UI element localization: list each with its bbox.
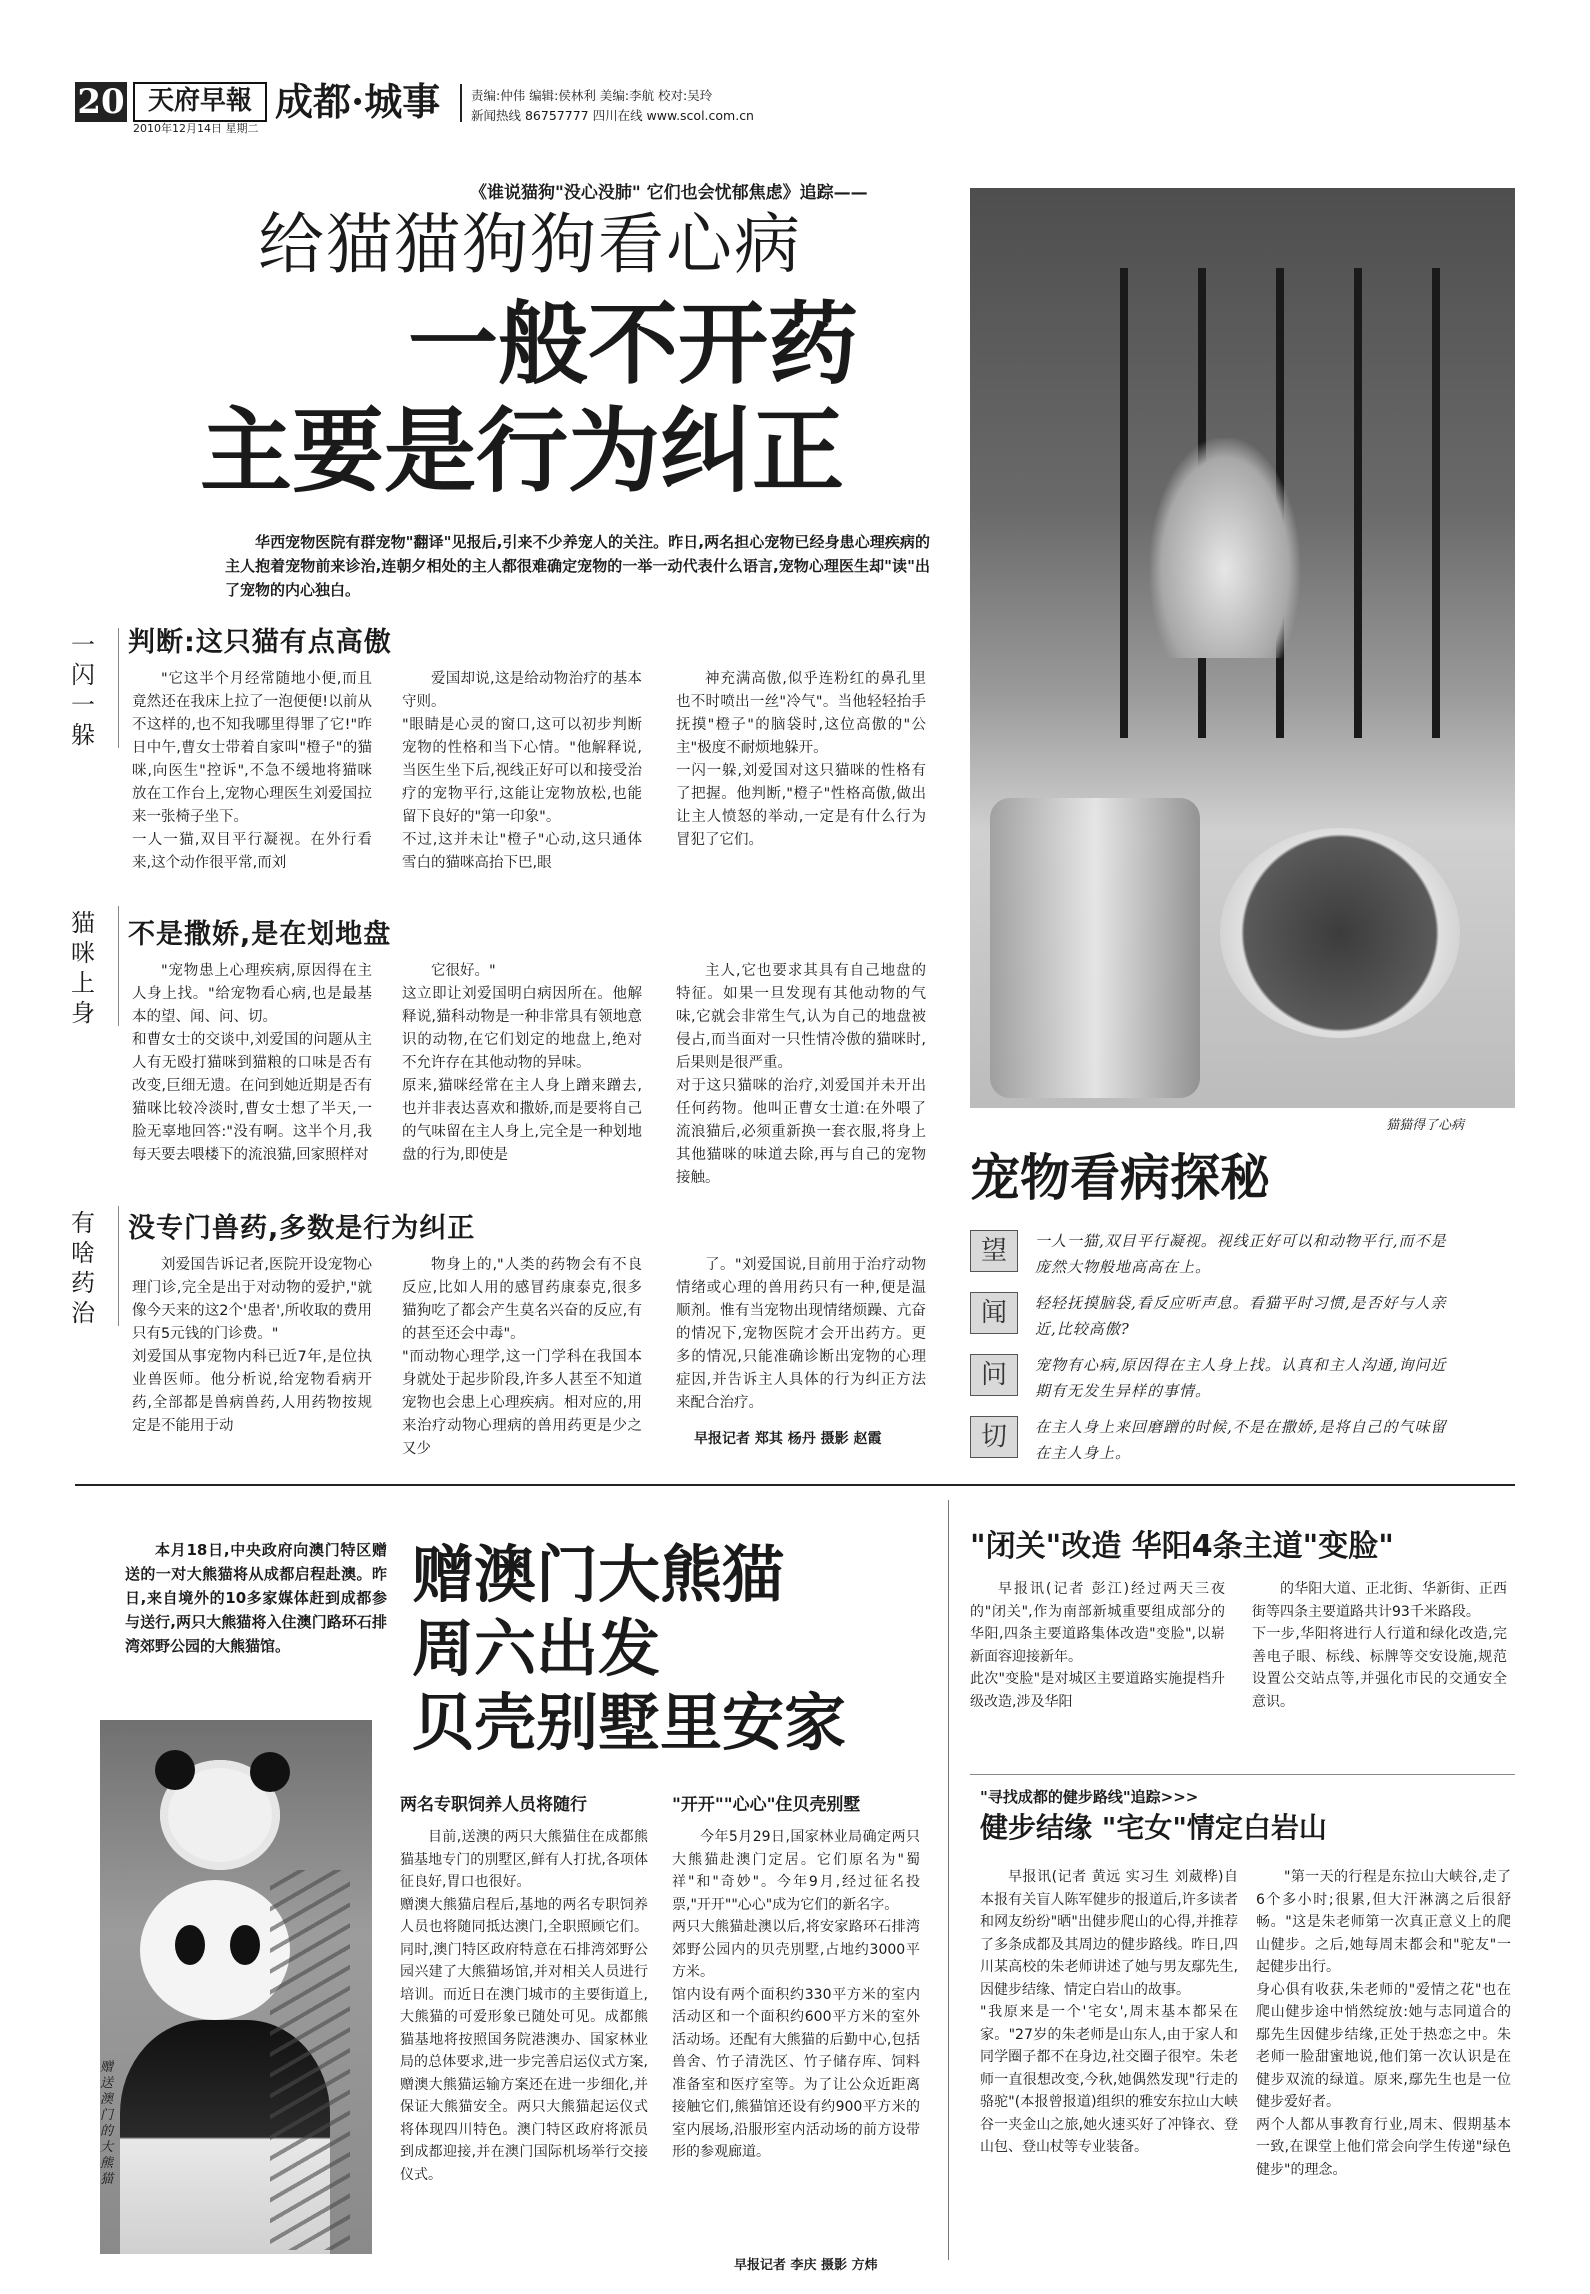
section-1-side-rule xyxy=(118,628,119,748)
panda-sub2-title: "开开""心心"住贝壳别墅 xyxy=(672,1795,861,1815)
section-1-col-3: 神充满高傲,似乎连粉红的鼻孔里也不时喷出一丝"冷气"。当他轻轻抬手抚摸"橙子"的脑袋时,这位高傲的"公主"极度不耐烦地躲开。 一闪一躲,刘爱国对这只猫咪的性格有了把握。他判断,"橙子"性格高傲,做出让主人愤怒的举动,一定是有什么行为冒犯了它们。 xyxy=(676,671,926,848)
feature-lead: 华西宠物医院有群宠物"翻译"见报后,引来不少养宠人的关注。昨日,两名担心宠物已经身患心理疾病的主人抱着宠物前来诊治,连朝夕相处的主人都很难确定宠物的一举一动代表什么语言,宠物心理医生却"读"出了宠物的内心独白。 xyxy=(225,533,930,599)
sidebar-title: 宠物看病探秘 xyxy=(970,1148,1270,1207)
sidebar-text-4: 在主人身上来回磨蹭的时候,不是在撒娇,是将自己的气味留在主人身上。 xyxy=(1035,1418,1447,1462)
road-headline: "闭关"改造 华阳4条主道"变脸" xyxy=(970,1529,1394,1564)
hiking-headline: 健步结缘 "宅女"情定白岩山 xyxy=(980,1811,1327,1844)
road-hiking-divider xyxy=(970,1774,1515,1775)
sidebar-box-1: 望 xyxy=(970,1230,1018,1272)
sidebar-box-4: 切 xyxy=(970,1416,1018,1458)
cat-photo xyxy=(970,188,1515,1108)
editor-credits: 责编:仲伟 编辑:侯林利 美编:李航 校对:吴玲 xyxy=(471,88,713,103)
newspaper-logo xyxy=(133,82,267,122)
section-3-title: 没专门兽药,多数是行为纠正 xyxy=(128,1213,476,1244)
cat-photo-caption: 猫猫得了心病 xyxy=(1386,1118,1465,1133)
feature-kicker: 《谁说猫狗"没心没肺" 它们也会忧郁焦虑》追踪—— xyxy=(470,183,868,203)
panda-sub2-text: 今年5月29日,国家林业局确定两只大熊猫赴澳门定居。它们原名为"蜀祥"和"奇妙"。今年9月,经过征名投票,"开开""心心"成为它们的新名字。 两只大熊猫赴澳以后,将安家路环石排湾郊野公园内的贝壳別墅,占地约3000平方米。 馆内设有两个面积约330平方米的室内活动区和一个面积约600平方米的室外活动场。还配有大熊猫的后勤中心,包括兽舍、竹子清洗区、竹子储存库、饲料准备室和医疗室等。为了让公众近距离接触它们,熊猫馆还设有约900平方米的室内展场,沿服形室内活动场的前方设带形的参观廊道。 xyxy=(672,1829,920,2160)
panda-eye-2 xyxy=(230,1925,260,1965)
section-2-title: 不是撒娇,是在划地盘 xyxy=(128,919,392,950)
section-2-col-1: "宠物患上心理疾病,原因得在主人身上找。"给宠物看心病,也是最基本的望、闻、问、切。 和曹女士的交谈中,刘爱国的问题从主人有无殴打猫咪到猫粮的口味是否有改变,巨细无遗。在问到她近期是否有猫咪比较冷淡时,曹女士想了半天,一脸无辜地回答:"没有啊。这半个月,我每天要去喂楼下的流浪猫,回家照样对 xyxy=(132,963,372,1163)
sidebar-text-3: 宠物有心病,原因得在主人身上找。认真和主人沟通,询问近期有无发生异样的事情。 xyxy=(1035,1356,1447,1400)
panda-sub1-text: 目前,送澳的两只大熊猫住在成都熊猫基地专门的別墅区,鲜有人打扰,各项体征良好,胃口也很好。 赠澳大熊猫启程后,基地的两名专职饲养人员也将随同抵达澳门,全职照顾它们。同时,澳门特区政府特意在石排湾郊野公园兴建了大熊猫场馆,并对相关人员进行培训。而近日在澳门城市的主要街道上,大熊猫的可爱形象已随处可见。成都熊猫基地将按照国务院港澳办、国家林业局的总体要求,进一步完善启运仪式方案,赠澳大熊猫运输方案还在进一步细化,并保证大熊猫安全。两只大熊猫起运仪式将体现四川特色。澳门特区政府将派员到成都迎接,并在澳门国际机场举行交接仪式。 xyxy=(400,1829,648,2183)
section-3-col-1: 刘爱国告诉记者,医院开设宠物心理门诊,完全是出于对动物的爱护,"就像今天来的这2个'患者',所收取的费用只有5元钱的门诊费。" 刘爱国从事宠物内科已近7年,是位执业兽医师。他分析说,给宠物看病开药,全部都是兽病兽药,人用药物按规定是不能用于动 xyxy=(132,1257,372,1434)
section-1-title: 判断:这只猫有点高傲 xyxy=(128,627,392,658)
section-title: 成都·城事 xyxy=(275,79,441,124)
food-bowl xyxy=(1220,828,1460,1038)
road-col-2: 的华阳大道、正北街、华新街、正西街等四条主要道路共计93千米路段。 下一步,华阳将进行人行道和绿化改造,完善电子眼、标线、标牌等交安设施,规范设置公交站点等,并强化市民的交通安全意识。 xyxy=(1252,1581,1507,1710)
sidebar-box-3: 问 xyxy=(970,1354,1018,1396)
section-3-col-2: 物身上的,"人类的药物会有不良反应,比如人用的感冒药康泰克,很多猫狗吃了都会产生莫名兴奋的反应,有的甚至还会中毒"。 "而动物心理学,这一门学科在我国本身就处于起步阶段,许多人甚至不知道宠物也会患上心理疾病。相对应的,用来治疗动物心理病的兽用药更是少之又少 xyxy=(402,1257,642,1457)
glass-jar xyxy=(990,798,1200,1098)
panda-intro: 本月18日,中央政府向澳门特区赠送的一对大熊猫将从成都启程赴澳。昨日,来自境外的10多家媒体赶到成都参与送行,两只大熊猫将入住澳门路环石排湾郊野公园的大熊猫馆。 xyxy=(125,1541,387,1655)
feature-headline-2: 一般不开药 xyxy=(408,292,858,397)
panda-ear-1 xyxy=(155,1750,195,1790)
panda-photo-caption: 赠送澳门的大熊猫 xyxy=(100,2060,114,2187)
news-hotline: 新闻热线 86757777 四川在线 www.scol.com.cn xyxy=(471,108,754,123)
bamboo xyxy=(270,1870,350,2250)
panda-head-2 xyxy=(140,1880,290,2020)
section-2-side-rule xyxy=(118,906,119,1026)
sidebar-text-1: 一人一猫,双目平行凝视。视线正好可以和动物平行,而不是庞然大物般地高高在上。 xyxy=(1035,1232,1447,1276)
panda-byline: 早报记者 李庆 摄影 方炜 xyxy=(734,2258,878,2273)
feature-headline-1: 给猫猫狗狗看心病 xyxy=(258,206,802,283)
section-2-side-label: 猫咪上身 xyxy=(71,909,95,1027)
panda-sub1-title: 两名专职饲养人员将随行 xyxy=(400,1795,587,1815)
newspaper-name: 天府早報 xyxy=(147,86,252,116)
hiking-col-2: "第一天的行程是东拉山大峡谷,走了6个多小时;很累,但大汗淋漓之后很舒畅。"这是朱老师第一次真正意义上的爬山健步。之后,她每周末都会和"驼友"一起健步出行。 身心俱有收获,朱老师的"爱情之花"也在爬山健步途中悄然绽放:她与志同道合的鄢先生因健步结缘,正处于热恋之中。朱老师一脸甜蜜地说,他们第一次认识是在健步双流的绿道。原来,鄢先生也是一位健步爱好者。 两个人都从事教育行业,周末、假期基本一致,在课堂上他们常会向学生传递"绿色健步"的理念。 xyxy=(1256,1869,1511,2178)
section-2-col-3: 主人,它也要求其具有自己地盘的特征。如果一旦发现有其他动物的气味,它就会非常生气,认为自己的地盘被侵占,而当面对一只性情冷傲的猫咪时,后果则是很严重。 对于这只猫咪的治疗,刘爱国并未开出任何药物。他叫正曹女士道:在外喂了流浪猫后,必须重新换一套衣服,将身上其他猫咪的味道去除,再与自己的宠物接触。 xyxy=(676,963,926,1186)
section-divider xyxy=(75,1484,1515,1486)
feature-headline-3: 主要是行为纠正 xyxy=(200,398,845,505)
panda-photo xyxy=(100,1720,372,2254)
sidebar-text-2: 轻轻抚摸脑袋,看反应听声息。看猫平时习惯,是否好与人亲近,比较高傲? xyxy=(1035,1294,1447,1338)
section-1-col-1: "它这半个月经常随地小便,而且竟然还在我床上拉了一泡便便!以前从不这样的,也不知我哪里得罪了它!"昨日中午,曹女士带着自家叫"橙子"的猫咪,向医生"控诉",不急不缓地将猫咪放在工作台上,宠物心理医生刘爱国拉来一张椅子坐下。 一人一猫,双目平行凝视。在外行看来,这个动作很平常,而刘 xyxy=(132,671,372,871)
hiking-kicker: "寻找成都的健步路线"追踪>>> xyxy=(980,1788,1199,1806)
section-3-side-rule xyxy=(118,1206,119,1326)
section-3-side-label: 有啥药治 xyxy=(71,1209,95,1327)
panda-headline-1: 赠澳门大熊猫 xyxy=(412,1538,785,1611)
section-3-col-3: 了。"刘爱国说,目前用于治疗动物情绪或心理的兽用药只有一种,便是温顺剂。惟有当宠物出现情绪烦躁、亢奋的情况下,宠物医院才会开出药方。更多的情况,只能准确诊断出宠物的心理症因,并告诉主人具体的行为纠正方法来配合治疗。 xyxy=(676,1257,926,1411)
panda-eye-1 xyxy=(175,1925,205,1965)
panda-headline-3: 贝壳别墅里安家 xyxy=(412,1686,847,1759)
road-col-1: 早报讯(记者 彭江)经过两天三夜的"闭关",作为南部新城重要组成部分的华阳,四条主要道路集体改造"变脸",以崭新面容迎接新年。 此次"变脸"是对城区主要道路实施提档升级改造,涉及华阳 xyxy=(970,1581,1225,1710)
cat-figure xyxy=(1150,438,1300,658)
section-1-side-label: 一闪一躲 xyxy=(71,631,95,749)
section-1-col-2: 爱国却说,这是给动物治疗的基本守则。 "眼睛是心灵的窗口,这可以初步判断宠物的性格和当下心情。"他解释说,当医生坐下后,视线正好可以和接受治疗的宠物平行,这能让宠物放松,也能留下良好的"第一印象"。 不过,这并未让"橙子"心动,这只通体雪白的猫咪高抬下巴,眼 xyxy=(402,671,642,871)
page-number: 20 xyxy=(75,82,127,122)
issue-date: 2010年12月14日 星期二 xyxy=(133,122,259,135)
panda-headline-2: 周六出发 xyxy=(412,1612,661,1685)
hiking-col-1: 早报讯(记者 黄远 实习生 刘葳桦)自本报有关盲人陈军健步的报道后,许多读者和网友纷纷"晒"出健步爬山的心得,并推荐了多条成都及其周边的健步路线。昨日,四川某高校的朱老师讲述了她与男友鄢先生,因健步结缘、情定白岩山的故事。 "我原来是一个'宅女',周末基本都呆在家。"27岁的朱老师是山东人,由于家人和同学圈子都不在身边,社交圈子很窄。朱老师一直很想改变,今秋,她偶然发现"行走的骆驼"(本报曾报道)组织的雅安东拉山大峡谷一夹金山之旅,她火速买好了冲锋衣、登山包、登山杖等专业装备。 xyxy=(980,1869,1238,2155)
panda-ear-2 xyxy=(250,1752,290,1792)
masthead xyxy=(75,78,1515,135)
section-2-col-2: 它很好。" 这立即让刘爱国明白病因所在。他解释说,猫科动物是一种非常具有领地意识的动物,在它们划定的地盘上,绝对不允许存在其他动物的异味。 原来,猫咪经常在主人身上蹭来蹭去,也并非表达喜欢和撒娇,而是要将自己的气味留在主人身上,完全是一种划地盘的行为,即使是 xyxy=(402,963,642,1163)
column-divider xyxy=(948,1500,949,2260)
masthead-divider xyxy=(460,84,462,122)
sidebar-box-2: 闻 xyxy=(970,1292,1018,1334)
feature-byline: 早报记者 郑其 杨丹 摄影 赵霞 xyxy=(694,1431,882,1447)
